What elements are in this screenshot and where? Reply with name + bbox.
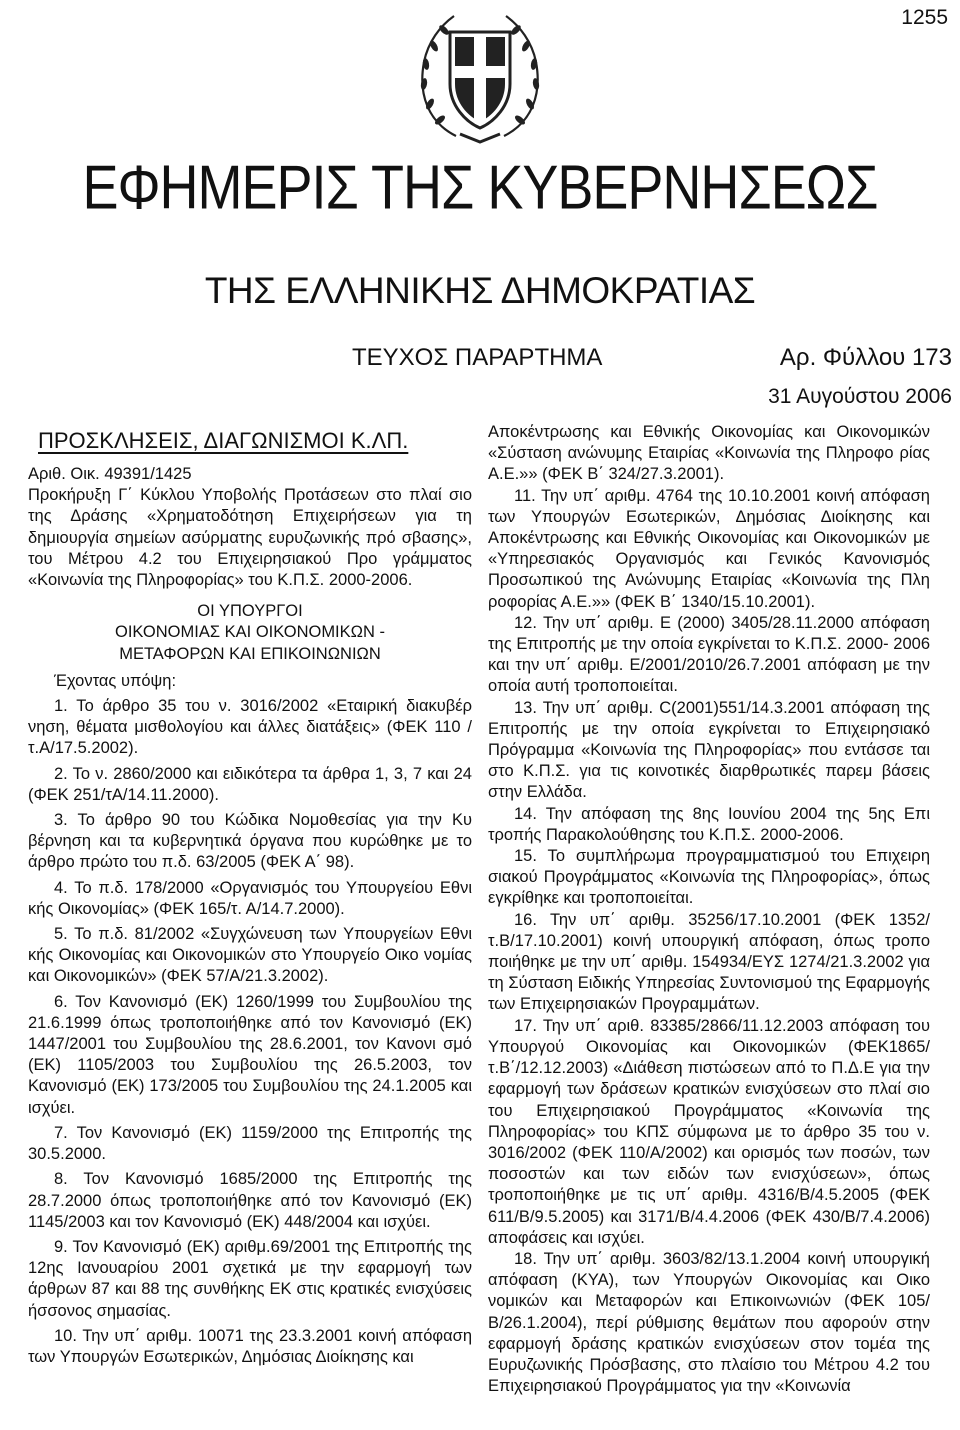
gazette-subtitle: ΤΗΣ ΕΛΛΗΝΙΚΗΣ ΔΗΜΟΚΡΑΤΙΑΣ: [204, 270, 756, 311]
clause-item: 13. Την υπ΄ αριθμ. C(2001)551/14.3.2001 απόφαση της Επιτροπής με την οποία εγκρίνεται το Επιχειρησιακό Πρόγραμμα «Κοινωνία της Πληροφορίας» που εντάσσε ται στο Κ.Π.Σ. για τις κοινοτικές διαρθρωτικές παρεμ βάσεις στην Ελλάδα.: [488, 698, 930, 802]
clause-item: 1. Το άρθρο 35 του ν. 3016/2002 «Εταιρική διακυβέρ νηση, θέματα μισθολογίου και άλλες διατάξεις» (ΦΕΚ 110 /τ.Α/17.5.2002).: [28, 697, 472, 758]
clause-item: 5. Το π.δ. 81/2002 «Συγχώνευση των Υπουργείων Εθνι κής Οικονομίας και Οικονομικών στο Υπουργείο Οικο νομίας και Οικονομικών» (ΦΕΚ 57/Α/21.3.2002).: [28, 925, 472, 986]
ministers-line: ΟΙΚΟΝΟΜΙΑΣ ΚΑΙ ΟΙΚΟΝΟΜΙΚΩΝ -: [115, 623, 385, 642]
ministers-line: ΜΕΤΑΦΟΡΩΝ ΚΑΙ ΕΠΙΚΟΙΝΩΝΙΩΝ: [119, 644, 381, 663]
clause-item: 9. Τον Κανονισμό (ΕΚ) αριθμ.69/2001 της Επιτροπής της 12ης Ιανουαρίου 2001 σχετικά με την εφαρμογή των άρθρων 87 και 88 της συνθήκης ΕΚ στις κρατικές ενισχύσεις ήσσονος σημασίας.: [28, 1237, 472, 1320]
clause-item: 17. Την υπ΄ αριθ. 83385/2866/11.12.2003 απόφαση του Υπουργού Οικονομίας και Οικονομικών (ΦΕΚ1865/ τ.Β΄/12.12.2003) «Διάθεση πιστώσεων από το Π.Δ.Ε για την εφαρμογή των δράσεων κρατικών ενισχύσεων στο πλαί σιο του Επιχειρησιακού Προγράμματος «Κοινωνία της Πληροφορίας» του ΚΠΣ σύμφωνα με το άρθρο 35 του ν. 3016/2002 (ΦΕΚ 110/Α/2002) και ορισμός των ποσών, των ποσοστών και των ειδών των ενισχύσεων», όπως τροποποιήθηκε με τις υπ΄ αριθμ. 4316/Β/4.5.2005 (ΦΕΚ 611/Β/9.5.2005) και 3171/Β/4.4.2006 (ΦΕΚ 430/Β/7.4.2006) αποφάσεις και ισχύει.: [488, 1016, 930, 1247]
clause-item: 15. Το συμπλήρωμα προγραμματισμού του Επιχειρη σιακού Προγράμματος «Κοινωνία της Πληροφορίας», όπως εγκρίθηκε και τροποποιείται.: [488, 847, 930, 908]
reference-number: Αριθ. Οικ. 49391/1425: [28, 465, 192, 483]
right-column: [488, 422, 930, 1397]
clause-item: 12. Την υπ΄ αριθμ. Ε (2000) 3405/28.11.2000 απόφαση της Επιτροπής με την οποία εγκρίνεται το Κ.Π.Σ. 2000- 2006 και την υπ΄ αριθμ. Ε/2001/2010/26.7.2001 απόφαση με την οποία αυτή τροποποιείται.: [488, 613, 930, 696]
ministers-heading: [28, 601, 472, 665]
left-column: [28, 422, 472, 1368]
sheet-number: Αρ. Φύλλου 173: [779, 344, 952, 371]
clause-item: 18. Την υπ΄ αριθμ. 3603/82/13.1.2004 κοινή υπουργική απόφαση (ΚΥΑ), των Υπουργών Οικονομίας και Οικο νομικών και Μεταφορών και Επικοινωνιών (ΦΕΚ 105/ Β/26.1.2004), περί ρύθμισης θεμάτων που αφορούν στην εφαρμογή δράσης κρατικών ενισχύσεων στον τομέα της Ευρυζωνικής Πρόσβασης, στο πλαίσιο του Μέτρου 4.2 του Επιχειρησιακού Προγράμματος για την «Κοινωνία: [488, 1249, 930, 1396]
page-number: 1255: [901, 6, 948, 29]
gazette-title: ΕΦΗΜΕΡΙΣ ΤΗΣ ΚΥΒΕΡΝΗΣΕΩΣ: [82, 153, 878, 223]
clause-item: 16. Την υπ΄ αριθμ. 35256/17.10.2001 (ΦΕΚ 1352/ τ.Β/17.10.2001) κοινή υπουργική απόφαση, όπως τροπο ποιήθηκε με την υπ΄ αριθμ. 154934/ΕΥΣ 1274/21.3.2002 για τη Σύσταση Ειδικής Υπηρεσίας Συντονισμού της Εφαρμογής των Επιχειρησιακών Προγραμμάτων.: [488, 910, 930, 1014]
issue-date: 31 Αυγούστου 2006: [768, 385, 952, 408]
clause-continuation: Αποκέντρωσης και Εθνικής Οικονομίας και Οικονομικών «Σύσταση ανώνυμης Εταιρίας «Κοινωνία της Πληροφο ρίας Α.Ε.»» (ΦΕΚ Β΄ 324/27.3.2001).: [488, 423, 930, 484]
clause-item: 7. Τον Κανονισμό (ΕΚ) 1159/2000 της Επιτροπής της 30.5.2000.: [28, 1123, 472, 1164]
issue-type: ΤΕΥΧΟΣ ΠΑΡΑΡΤΗΜΑ: [352, 344, 603, 371]
section-heading: ΠΡΟΣΚΛΗΣΕΙΣ, ΔΙΑΓΩΝΙΣΜΟΙ Κ.ΛΠ.: [38, 428, 409, 453]
clause-item: 14. Την απόφαση της 8ης Ιουνίου 2004 της 5ης Επι τροπής Παρακολούθησης του Κ.Π.Σ. 2000-2006.: [488, 804, 930, 844]
ministers-line: ΟΙ ΥΠΟΥΡΓΟΙ: [197, 602, 303, 621]
clause-item: 10. Την υπ΄ αριθμ. 10071 της 23.3.2001 κοινή απόφαση των Υπουργών Εσωτερικών, Δημόσιας Διοίκησης και: [28, 1326, 472, 1366]
clause-item: 3. Το άρθρο 90 του Κώδικα Νομοθεσίας για την Κυ βέρνηση και τα κυβερνητικά όργανα που κυρώθηκε με το άρθρο πρώτο του π.δ. 63/2005 (ΦΕΚ Α΄ 98).: [28, 811, 472, 872]
clause-item: 6. Τον Κανονισμό (ΕΚ) 1260/1999 του Συμβουλίου της 21.6.1999 όπως τροποποιήθηκε από τον Κανονισμό (ΕΚ) 1447/2001 του Συμβουλίου της 28.6.2001, τον Κανονι σμό (ΕΚ) 1105/2003 του Συμβουλίου της 26.5.2003, τον Κανονισμό (ΕΚ) 173/2005 του Συμβουλίου της 24.1.2005 και ισχύει.: [28, 992, 472, 1117]
coat-of-arms-emblem: [410, 4, 550, 146]
clause-item: 8. Τον Κανονισμό 1685/2000 της Επιτροπής της 28.7.2000 όπως τροποποιήθηκε από τον Κανονισμό (ΕΚ) 1145/2003 και τον Κανονισμό (ΕΚ) 448/2004 και ισχύει.: [28, 1170, 472, 1231]
proclamation-intro: Προκήρυξη Γ΄ Κύκλου Υποβολής Προτάσεων στο πλαί σιο της Δράσης «Χρηματοδότηση Επιχειρήσεων για τη δημιουργία σημείων ασύρματης ευρυζωνικής πρό σβασης», του Μέτρου 4.2 του Επιχειρησιακού Προ γράμματος «Κοινωνία της Πληροφορίας» του Κ.Π.Σ. 2000-2006.: [28, 486, 472, 590]
clause-item: 2. Το ν. 2860/2000 και ειδικότερα τα άρθρα 1, 3, 7 και 24 (ΦΕΚ 251/τΑ/14.11.2000).: [28, 764, 472, 804]
clause-item: 4. Το π.δ. 178/2000 «Οργανισμός του Υπουργείου Εθνι κής Οικονομίας» (ΦΕΚ 165/τ. Α/14.7.2000).: [28, 878, 472, 918]
clause-item: 11. Την υπ΄ αριθμ. 4764 της 10.10.2001 κοινή απόφαση των Υπουργών Εσωτερικών, Δημόσιας Διοίκησης και Αποκέντρωσης και Εθνικής Οικονομίας και Οικονομικών με «Υπηρεσιακός Οργανισμός και Γενικός Κανονισμός Προσωπικού της Ανώνυμης Εταιρίας «Κοινωνία της Πλη ροφορίας Α.Ε.»» (ΦΕΚ Β΄ 1340/15.10.2001).: [488, 486, 930, 611]
considering-label: Έχοντας υπόψη:: [54, 671, 177, 690]
